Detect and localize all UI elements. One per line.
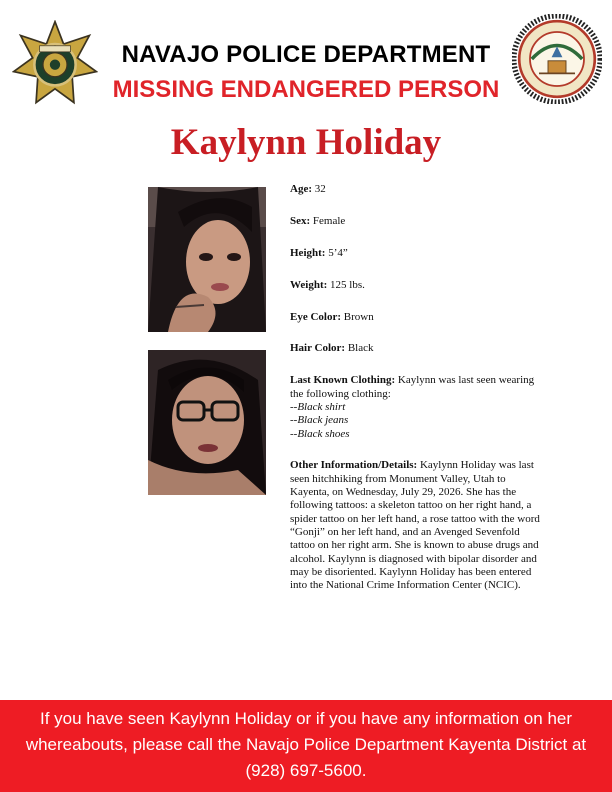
person-photo-2 (148, 350, 266, 495)
clothing-item: --Black shoes (290, 427, 350, 440)
alert-type-title: MISSING ENDANGERED PERSON (112, 76, 500, 103)
sex-field: Sex: Female (290, 214, 346, 227)
clothing-field: Last Known Clothing: Kaylynn was last seen wearing the following clothing: (290, 374, 535, 400)
person-photo-1 (148, 187, 266, 332)
clothing-item: --Black jeans (290, 414, 349, 427)
height-field: Height: 5’4” (290, 246, 348, 259)
flyer-header (0, 0, 612, 120)
hair-color-field: Hair Color: Black (290, 342, 374, 355)
person-details (290, 183, 540, 592)
clothing-item: --Black shirt (290, 400, 346, 413)
age-field: Age: 32 (290, 183, 326, 195)
weight-field: Weight: 125 lbs. (290, 278, 365, 291)
navajo-nation-seal-icon (512, 14, 602, 104)
missing-person-name: Kaylynn Holiday (170, 122, 442, 163)
eye-color-field: Eye Color: Brown (290, 310, 374, 323)
contact-banner (0, 700, 612, 792)
other-details-field: Other Information/Details: Kaylynn Holiday was last seen hitchhiking from Monument Valley, Utah to Kayenta, on Wednesday, July 29, 2026. She has the following tattoos: a skeleton tattoo on her right hand, a spider tattoo on her left hand, a rose tattoo with the word “Gonji” on her left hand, and an Avenged Sevenfold tattoo on her right arm. She is known to abuse drugs and alcohol. Kaylynn is diagnosed with bipolar disorder and may be disoriented. Kaylynn Holiday has been entered into the National Crime Information Center (NCIC). (290, 459, 540, 592)
contact-message: If you have seen Kaylynn Holiday or if you have any information on her whereabouts, please call the Navajo Police Department Kayenta District at (928) 697-5600. (25, 709, 587, 780)
department-title: NAVAJO POLICE DEPARTMENT (121, 41, 491, 68)
